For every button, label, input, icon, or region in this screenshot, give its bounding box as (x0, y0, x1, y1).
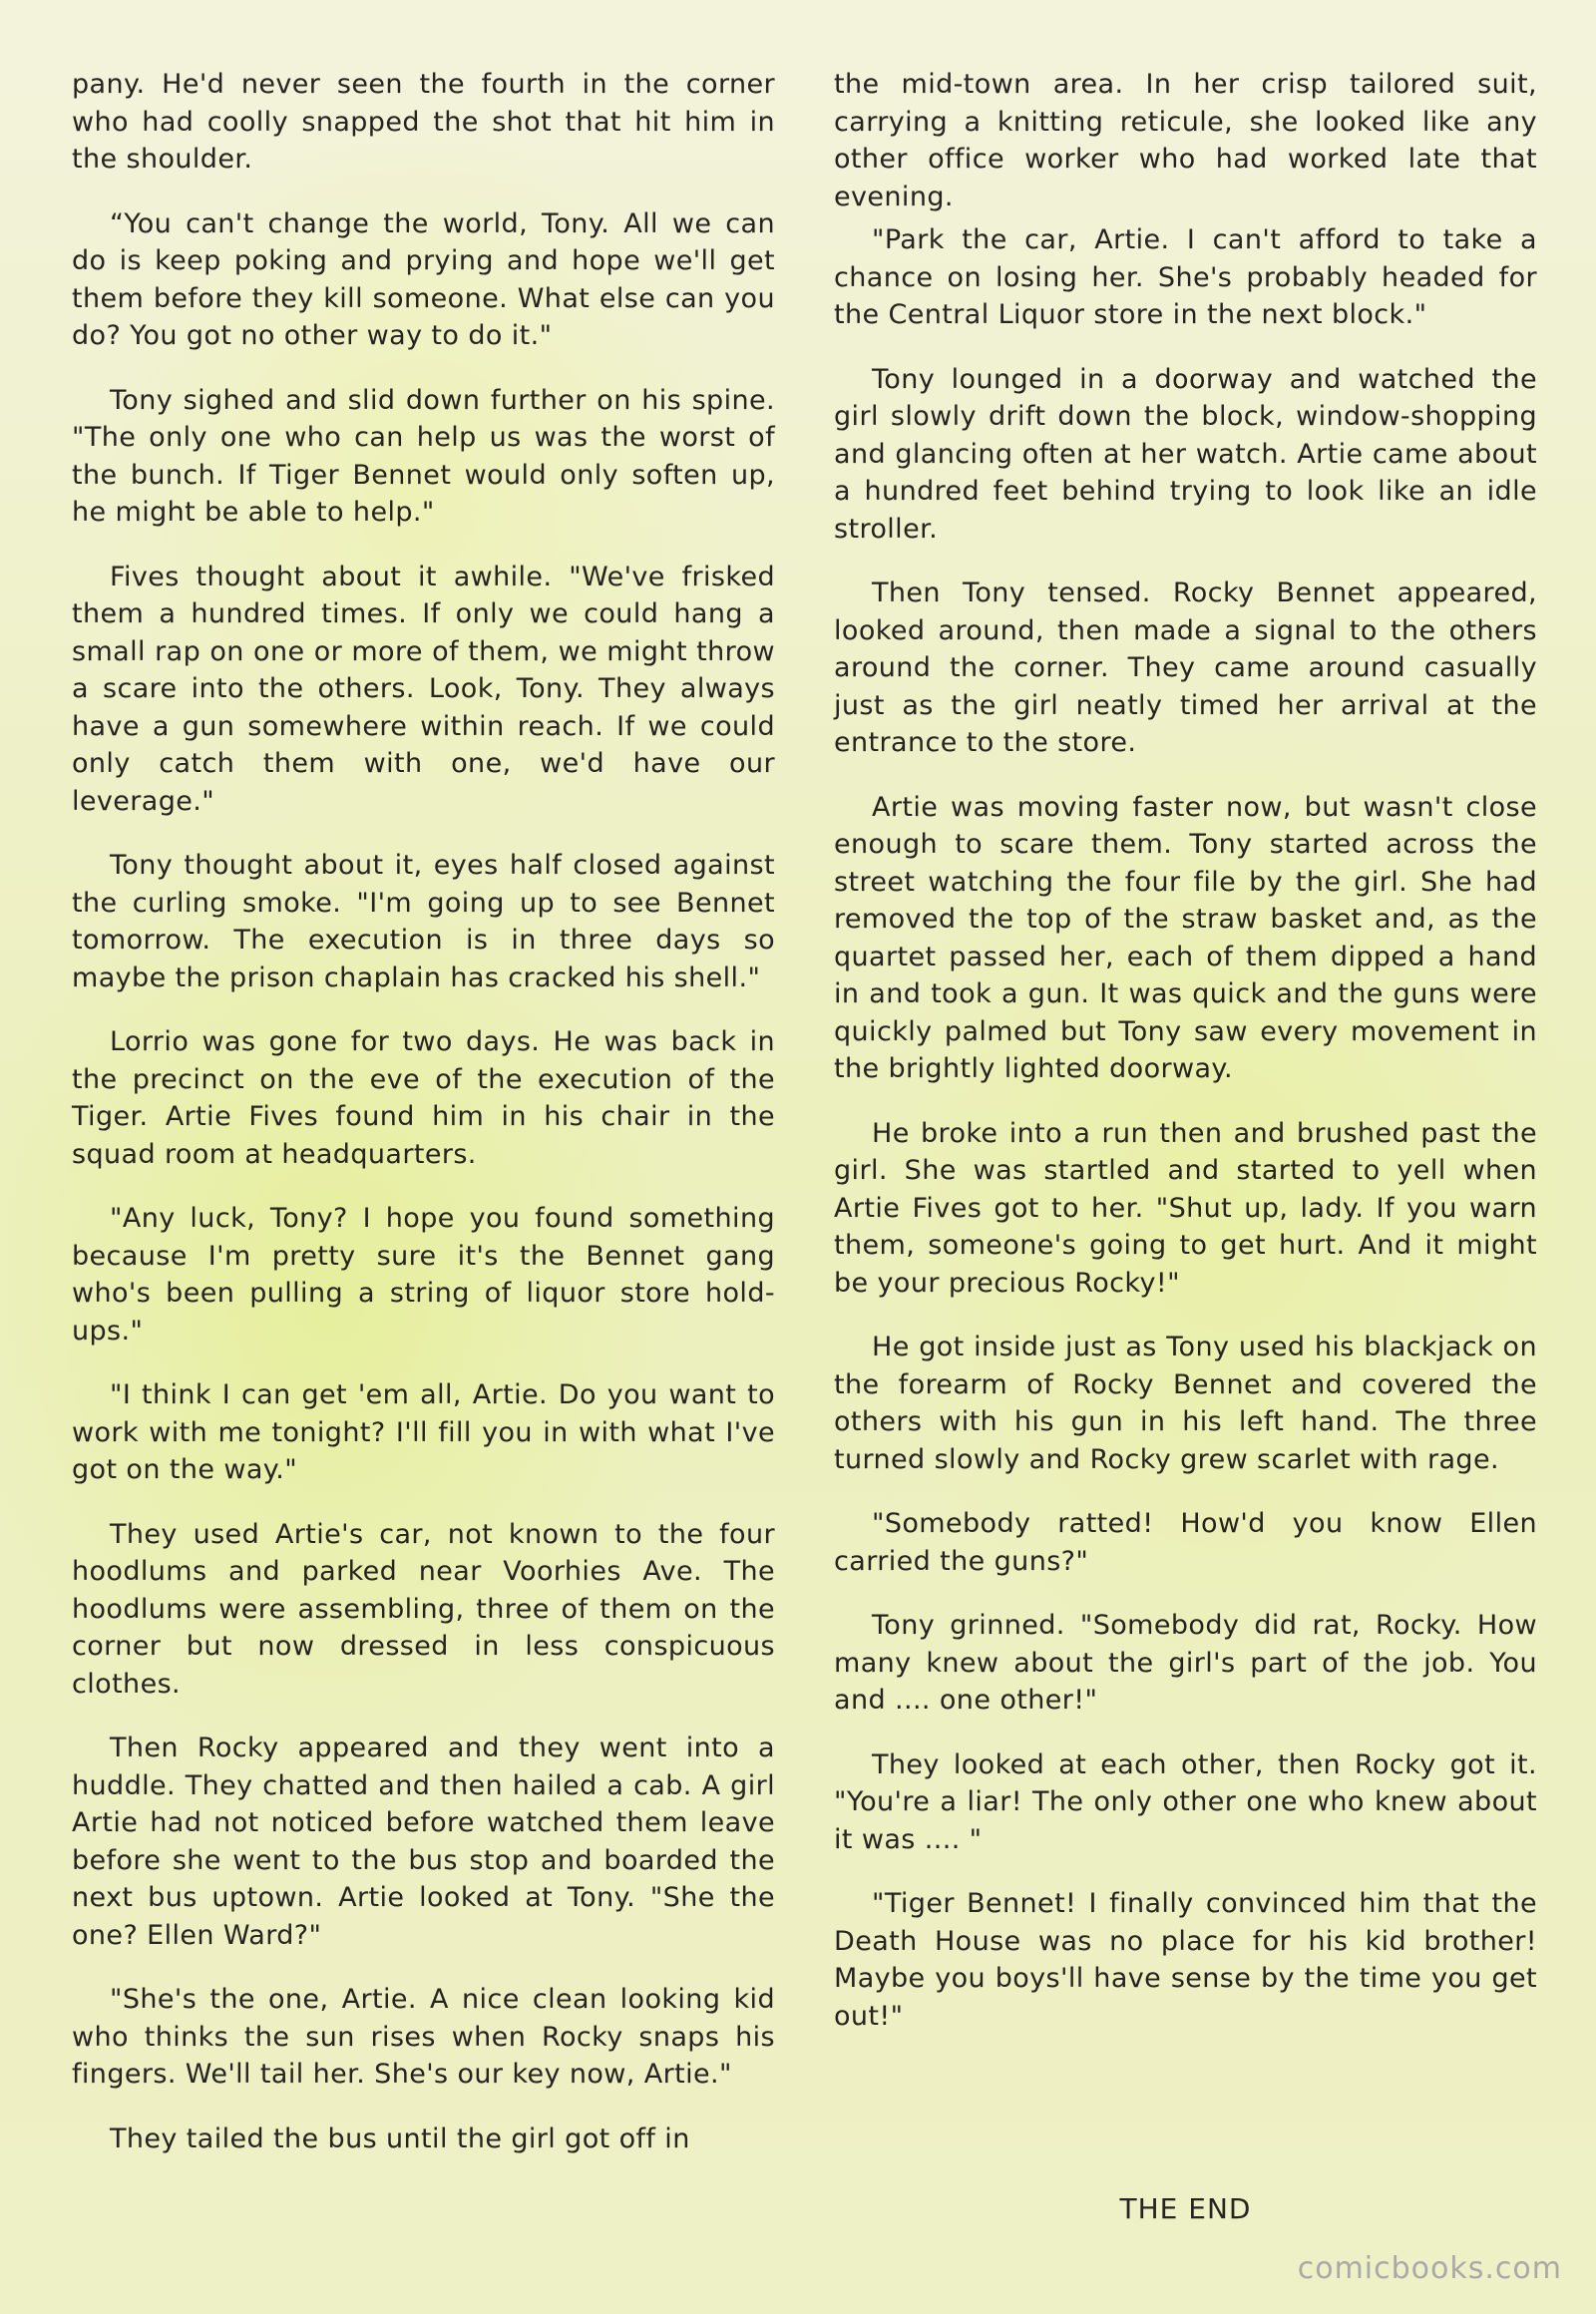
paragraph: Tony lounged in a doorway and watched the girl slowly drift down the block, window-shopping and glancing often at her watch. Artie came about a hundred feet behind trying to look like an idle stroller. (834, 363, 1537, 545)
paragraph: They tailed the bus until the girl got off in (110, 2122, 690, 2154)
paragraph: Tony grinned. "Somebody did rat, Rocky. How many knew about the girl's part of the job. You and .... one other!" (834, 1610, 1537, 1716)
paragraph: Fives thought about it awhile. "We've frisked them a hundred times. If only we could hang a small rap on one or more of them, we might throw a scare into the others. Look, Tony. They always have a gun somewhere within reach. If we could only catch them with one, we'd have our leverage." (72, 561, 775, 817)
paragraph: He broke into a run then and brushed past the girl. She was startled and started to yell when Artie Fives got to her. "Shut up, lady. If you warn them, someone's going to get hurt. And it might be your precious Rocky!" (834, 1117, 1537, 1299)
paragraph: He got inside just as Tony used his blackjack on the forearm of Rocky Bennet and covered the others with his gun in his left hand. The three turned slowly and Rocky grew scarlet with rage. (834, 1332, 1537, 1475)
paragraph: Then Rocky appeared and they went into a huddle. They chatted and then hailed a cab. A girl Artie had not noticed before watched them leave before she went to the bus stop and boarded the next bus uptown. Artie looked at Tony. "She the one? Ellen Ward?" (72, 1733, 775, 1951)
paragraph: "Any luck, Tony? I hope you found something because I'm pretty sure it's the Bennet gang who's been pulling a string of liquor store hold-ups." (72, 1203, 775, 1347)
paragraph: "Somebody ratted! How'd you know Ellen carried the guns?" (834, 1508, 1537, 1577)
paragraph: Lorrio was gone for two days. He was back in the precinct on the eve of the execution of the Tiger. Artie Fives found him in his chair in the squad room at headquarters. (72, 1026, 775, 1170)
paragraph: Then Tony tensed. Rocky Bennet appeared, looked around, then made a signal to the others around the corner. They came around casually just as the girl neatly timed her arrival at the entrance to the store. (834, 578, 1537, 758)
site-watermark: comicbooks.com (1297, 2251, 1562, 2286)
paragraph: “You can't change the world, Tony. All we can do is keep poking and prying and hope we'll get them before they kill someone. What else can you do? You got no other way to do it." (72, 207, 775, 351)
right-text-column (834, 66, 1537, 2062)
paragraph: "I think I can get 'em all, Artie. Do you want to work with me tonight? I'll fill you in with what I've got on the way." (72, 1379, 775, 1485)
paragraph: "Park the car, Artie. I can't afford to take a chance on losing her. She's probably headed for the Central Liquor store in the next block." (834, 224, 1537, 330)
paragraph: They looked at each other, then Rocky got it. "You're a liar! The only other one who knew about it was .... " (834, 1748, 1537, 1855)
paragraph: Tony sighed and slid down further on his spine. "The only one who can help us was the worst of the bunch. If Tiger Bennet would only soften up, he might be able to help." (72, 384, 775, 528)
paragraph: Artie was moving faster now, but wasn't close enough to scare them. Tony started across the street watching the four file by the girl. She had removed the top of the straw basket and, as the quartet passed her, each of them dipped a hand in and took a gun. It was quick and the guns were quickly palmed but Tony saw every movement in the brightly lighted doorway. (834, 791, 1537, 1084)
paragraph: Tony thought about it, eyes half closed against the curling smoke. "I'm going up to see Bennet tomorrow. The execution is in three days so maybe the prison chaplain has cracked his shell." (72, 850, 775, 993)
paragraph: the mid-town area. In her crisp tailored suit, carrying a knitting reticule, she looked like any other office worker who had worked late that evening. (834, 69, 1537, 212)
paragraph: They used Artie's car, not known to the four hoodlums and parked near Voorhies Ave. The hoodlums were assembling, three of them on the corner but now dressed in less conspicuous clothes. (72, 1518, 775, 1700)
left-text-column (72, 66, 775, 2184)
paragraph: pany. He'd never seen the fourth in the corner who had coolly snapped the shot that hit him in the shoulder. (72, 69, 775, 175)
the-end-label: THE END (1119, 2192, 1252, 2225)
paragraph: "She's the one, Artie. A nice clean looking kid who thinks the sun rises when Rocky snaps his fingers. We'll tail her. She's our key now, Artie." (72, 1984, 775, 2090)
paragraph: "Tiger Bennet! I finally convinced him that the Death House was no place for his kid brother! Maybe you boys'll have sense by the time you get out!" (834, 1888, 1537, 2032)
